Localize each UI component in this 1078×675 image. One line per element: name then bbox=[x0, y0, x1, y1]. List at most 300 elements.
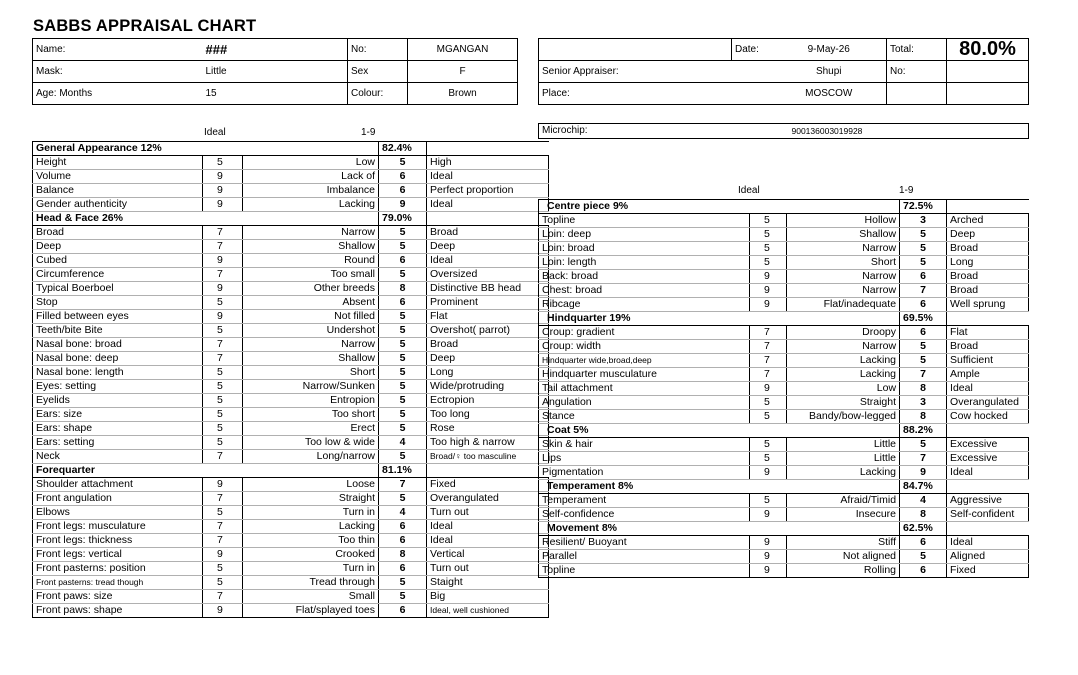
table-row bbox=[539, 410, 1029, 424]
ideal-value: 9 bbox=[203, 198, 243, 212]
score-value: 6 bbox=[900, 564, 947, 578]
low-descriptor: Imbalance bbox=[243, 184, 379, 198]
ideal-value: 9 bbox=[750, 382, 787, 396]
section-score: 79.0% bbox=[379, 212, 427, 226]
score-value: 5 bbox=[900, 242, 947, 256]
low-descriptor: Lacking bbox=[787, 354, 900, 368]
low-descriptor: Droopy bbox=[787, 326, 900, 340]
trait-label: Front paws: size bbox=[33, 590, 203, 604]
section-blank bbox=[427, 212, 549, 226]
mask-value: Little bbox=[203, 61, 348, 83]
trait-label: Chest: broad bbox=[539, 284, 750, 298]
high-descriptor: Flat bbox=[427, 310, 549, 324]
ideal-value: 9 bbox=[203, 604, 243, 618]
low-descriptor: Entropion bbox=[243, 394, 379, 408]
trait-label: Front legs: vertical bbox=[33, 548, 203, 562]
trait-label: Height bbox=[33, 156, 203, 170]
trait-label: Elbows bbox=[33, 506, 203, 520]
score-value: 3 bbox=[900, 396, 947, 410]
ideal-value: 5 bbox=[203, 394, 243, 408]
table-row bbox=[33, 352, 549, 366]
score-value: 6 bbox=[379, 184, 427, 198]
age-value: 15 bbox=[203, 83, 348, 105]
mask-label: Mask: bbox=[33, 61, 203, 83]
low-descriptor: Afraid/Timid bbox=[787, 494, 900, 508]
low-descriptor: Narrow bbox=[787, 270, 900, 284]
score-value: 4 bbox=[379, 506, 427, 520]
low-descriptor: Short bbox=[787, 256, 900, 270]
score-value: 8 bbox=[900, 410, 947, 424]
high-descriptor: Broad bbox=[427, 338, 549, 352]
high-descriptor: Broad bbox=[947, 340, 1029, 354]
high-descriptor: Broad bbox=[427, 226, 549, 240]
ideal-value: 7 bbox=[750, 368, 787, 382]
high-descriptor: Overshot( parrot) bbox=[427, 324, 549, 338]
score-value: 5 bbox=[379, 240, 427, 254]
table-row bbox=[539, 452, 1029, 466]
ideal-value: 5 bbox=[203, 422, 243, 436]
score-value: 4 bbox=[900, 494, 947, 508]
section-header-row bbox=[33, 212, 549, 226]
score-value: 5 bbox=[900, 340, 947, 354]
high-descriptor: Perfect proportion bbox=[427, 184, 549, 198]
table-row bbox=[539, 256, 1029, 270]
high-descriptor: Turn out bbox=[427, 562, 549, 576]
trait-label: Ears: setting bbox=[33, 436, 203, 450]
score-value: 5 bbox=[379, 338, 427, 352]
place-label: Place: bbox=[539, 83, 732, 105]
low-descriptor: Little bbox=[787, 438, 900, 452]
date-label: Date: bbox=[732, 39, 772, 61]
high-descriptor: Deep bbox=[947, 228, 1029, 242]
score-value: 7 bbox=[900, 284, 947, 298]
no-label: No: bbox=[348, 39, 408, 61]
sex-label: Sex bbox=[348, 61, 408, 83]
low-descriptor: Straight bbox=[787, 396, 900, 410]
high-descriptor: Ample bbox=[947, 368, 1029, 382]
ideal-value: 7 bbox=[203, 450, 243, 464]
ideal-value: 9 bbox=[203, 478, 243, 492]
high-descriptor: Ideal bbox=[947, 382, 1029, 396]
score-value: 6 bbox=[379, 254, 427, 268]
section-title: Head & Face 26% bbox=[33, 212, 379, 226]
ideal-value: 7 bbox=[750, 354, 787, 368]
low-descriptor: Crooked bbox=[243, 548, 379, 562]
appraisal-info-table bbox=[538, 38, 1029, 105]
table-row bbox=[539, 270, 1029, 284]
score-value: 5 bbox=[379, 590, 427, 604]
score-value: 6 bbox=[379, 296, 427, 310]
score-value: 5 bbox=[379, 226, 427, 240]
high-descriptor: Excessive bbox=[947, 438, 1029, 452]
microchip-label: Microchip: bbox=[539, 124, 732, 139]
ideal-value: 5 bbox=[750, 396, 787, 410]
high-descriptor: High bbox=[427, 156, 549, 170]
section-blank bbox=[947, 312, 1029, 326]
high-descriptor: Cow hocked bbox=[947, 410, 1029, 424]
ideal-value: 7 bbox=[750, 326, 787, 340]
ideal-value: 7 bbox=[750, 340, 787, 354]
high-descriptor: Turn out bbox=[427, 506, 549, 520]
low-descriptor: Small bbox=[243, 590, 379, 604]
section-header-row bbox=[539, 200, 1029, 214]
ideal-value: 7 bbox=[203, 534, 243, 548]
table-row bbox=[539, 228, 1029, 242]
left-score-table bbox=[32, 141, 549, 618]
table-row bbox=[539, 564, 1029, 578]
ideal-value: 5 bbox=[203, 156, 243, 170]
low-descriptor: Narrow bbox=[787, 284, 900, 298]
trait-label: Broad bbox=[33, 226, 203, 240]
ideal-value: 9 bbox=[203, 310, 243, 324]
table-row bbox=[33, 590, 549, 604]
score-value: 7 bbox=[900, 368, 947, 382]
ideal-value: 9 bbox=[750, 508, 787, 522]
score-value: 9 bbox=[379, 198, 427, 212]
trait-label: Croup: gradient bbox=[539, 326, 750, 340]
trait-label: Stop bbox=[33, 296, 203, 310]
section-blank bbox=[427, 142, 549, 156]
trait-label: Eyelids bbox=[33, 394, 203, 408]
section-title: Hindquarter 19% bbox=[539, 312, 900, 326]
appraisal-no-label: No: bbox=[887, 61, 947, 83]
ideal-value: 5 bbox=[750, 256, 787, 270]
low-descriptor: Not aligned bbox=[787, 550, 900, 564]
trait-label: Teeth/bite Bite bbox=[33, 324, 203, 338]
trait-label: Loin: deep bbox=[539, 228, 750, 242]
ideal-value: 5 bbox=[203, 408, 243, 422]
ideal-value: 9 bbox=[750, 466, 787, 480]
table-row bbox=[539, 438, 1029, 452]
trait-label: Circumference bbox=[33, 268, 203, 282]
low-descriptor: Flat/inadequate bbox=[787, 298, 900, 312]
microchip-table bbox=[538, 123, 1029, 139]
ideal-value: 9 bbox=[750, 270, 787, 284]
low-descriptor: Narrow bbox=[243, 338, 379, 352]
high-descriptor: Ideal, well cushioned bbox=[427, 604, 549, 618]
section-score: 88.2% bbox=[900, 424, 947, 438]
trait-label: Topline bbox=[539, 214, 750, 228]
table-row bbox=[33, 562, 549, 576]
ideal-value: 5 bbox=[203, 576, 243, 590]
trait-label: Resilient/ Buoyant bbox=[539, 536, 750, 550]
microchip-value: 900136003019928 bbox=[732, 124, 1029, 139]
section-blank bbox=[947, 424, 1029, 438]
table-row bbox=[539, 536, 1029, 550]
table-row bbox=[539, 284, 1029, 298]
ideal-value: 7 bbox=[203, 520, 243, 534]
low-descriptor: Lacking bbox=[243, 520, 379, 534]
high-descriptor: Ideal bbox=[427, 198, 549, 212]
score-value: 5 bbox=[900, 438, 947, 452]
high-descriptor: Aggressive bbox=[947, 494, 1029, 508]
ideal-value: 9 bbox=[203, 170, 243, 184]
table-row bbox=[33, 492, 549, 506]
trait-label: Eyes: setting bbox=[33, 380, 203, 394]
trait-label: Angulation bbox=[539, 396, 750, 410]
high-descriptor: Overangulated bbox=[947, 396, 1029, 410]
low-descriptor: Shallow bbox=[243, 240, 379, 254]
score-value: 7 bbox=[900, 452, 947, 466]
section-score: 84.7% bbox=[900, 480, 947, 494]
low-descriptor: Lacking bbox=[787, 368, 900, 382]
trait-label: Shoulder attachment bbox=[33, 478, 203, 492]
ideal-value: 5 bbox=[750, 410, 787, 424]
high-descriptor: Broad bbox=[947, 284, 1029, 298]
score-value: 6 bbox=[379, 520, 427, 534]
trait-label: Loin: length bbox=[539, 256, 750, 270]
high-descriptor: Self-confident bbox=[947, 508, 1029, 522]
score-value: 6 bbox=[379, 170, 427, 184]
table-row bbox=[33, 296, 549, 310]
high-descriptor: Too high & narrow bbox=[427, 436, 549, 450]
high-descriptor: Wide/protruding bbox=[427, 380, 549, 394]
table-row bbox=[33, 240, 549, 254]
score-value: 6 bbox=[900, 536, 947, 550]
table-row bbox=[539, 214, 1029, 228]
trait-label: Nasal bone: length bbox=[33, 366, 203, 380]
score-value: 9 bbox=[900, 466, 947, 480]
trait-label: Front angulation bbox=[33, 492, 203, 506]
senior-appraiser-value: Shupi bbox=[772, 61, 887, 83]
low-descriptor: Too thin bbox=[243, 534, 379, 548]
table-row bbox=[539, 354, 1029, 368]
right-ideal-header: Ideal bbox=[738, 185, 760, 196]
table-row bbox=[539, 494, 1029, 508]
ideal-value: 9 bbox=[203, 282, 243, 296]
ideal-value: 7 bbox=[203, 352, 243, 366]
low-descriptor: Lacking bbox=[243, 198, 379, 212]
ideal-value: 5 bbox=[750, 438, 787, 452]
trait-label: Loin: broad bbox=[539, 242, 750, 256]
low-descriptor: Undershot bbox=[243, 324, 379, 338]
ideal-value: 9 bbox=[750, 536, 787, 550]
table-row bbox=[33, 338, 549, 352]
name-label: Name: bbox=[33, 39, 203, 61]
score-value: 5 bbox=[900, 256, 947, 270]
section-header-row bbox=[33, 142, 549, 156]
high-descriptor: Excessive bbox=[947, 452, 1029, 466]
high-descriptor: Long bbox=[427, 366, 549, 380]
low-descriptor: Tread through bbox=[243, 576, 379, 590]
score-value: 6 bbox=[379, 562, 427, 576]
low-descriptor: Flat/splayed toes bbox=[243, 604, 379, 618]
trait-label: Neck bbox=[33, 450, 203, 464]
high-descriptor: Broad bbox=[947, 270, 1029, 284]
ideal-value: 5 bbox=[750, 214, 787, 228]
ideal-value: 9 bbox=[750, 298, 787, 312]
section-score: 81.1% bbox=[379, 464, 427, 478]
low-descriptor: Long/narrow bbox=[243, 450, 379, 464]
trait-label: Nasal bone: deep bbox=[33, 352, 203, 366]
section-score: 62.5% bbox=[900, 522, 947, 536]
high-descriptor: Ideal bbox=[427, 534, 549, 548]
score-value: 5 bbox=[379, 310, 427, 324]
table-row bbox=[33, 436, 549, 450]
section-blank bbox=[947, 480, 1029, 494]
left-ideal-header: Ideal bbox=[204, 127, 226, 138]
section-header-row bbox=[539, 312, 1029, 326]
low-descriptor: Round bbox=[243, 254, 379, 268]
trait-label: Ribcage bbox=[539, 298, 750, 312]
trait-label: Balance bbox=[33, 184, 203, 198]
table-row bbox=[33, 450, 549, 464]
ideal-value: 5 bbox=[203, 436, 243, 450]
ideal-value: 5 bbox=[203, 296, 243, 310]
score-value: 3 bbox=[900, 214, 947, 228]
section-score: 69.5% bbox=[900, 312, 947, 326]
no-value: MGANGAN bbox=[408, 39, 518, 61]
right-score-table bbox=[538, 199, 1029, 578]
trait-label: Ears: shape bbox=[33, 422, 203, 436]
high-descriptor: Vertical bbox=[427, 548, 549, 562]
trait-label: Front legs: musculature bbox=[33, 520, 203, 534]
high-descriptor: Broad bbox=[947, 242, 1029, 256]
table-row bbox=[33, 156, 549, 170]
low-descriptor: Turn in bbox=[243, 506, 379, 520]
ideal-value: 5 bbox=[750, 242, 787, 256]
high-descriptor: Ideal bbox=[947, 466, 1029, 480]
low-descriptor: Little bbox=[787, 452, 900, 466]
trait-label: Front pasterns: tread though bbox=[33, 576, 203, 590]
low-descriptor: Insecure bbox=[787, 508, 900, 522]
trait-label: Self-confidence bbox=[539, 508, 750, 522]
low-descriptor: Other breeds bbox=[243, 282, 379, 296]
section-header-row bbox=[539, 522, 1029, 536]
table-row bbox=[33, 422, 549, 436]
section-title: Temperament 8% bbox=[539, 480, 900, 494]
table-row bbox=[539, 298, 1029, 312]
trait-label: Temperament bbox=[539, 494, 750, 508]
high-descriptor: Ideal bbox=[427, 170, 549, 184]
score-value: 5 bbox=[379, 324, 427, 338]
colour-value: Brown bbox=[408, 83, 518, 105]
name-value: ### bbox=[203, 39, 348, 61]
high-descriptor: Sufficient bbox=[947, 354, 1029, 368]
table-row bbox=[33, 380, 549, 394]
ideal-value: 9 bbox=[750, 284, 787, 298]
age-label: Age: Months bbox=[33, 83, 203, 105]
dog-info-table bbox=[32, 38, 518, 105]
score-value: 8 bbox=[900, 382, 947, 396]
table-row bbox=[539, 382, 1029, 396]
trait-label: Gender authenticity bbox=[33, 198, 203, 212]
trait-label: Hindquarter musculature bbox=[539, 368, 750, 382]
score-value: 5 bbox=[379, 268, 427, 282]
high-descriptor: Arched bbox=[947, 214, 1029, 228]
score-value: 8 bbox=[379, 282, 427, 296]
score-value: 6 bbox=[900, 298, 947, 312]
low-descriptor: Narrow bbox=[787, 242, 900, 256]
table-row bbox=[539, 550, 1029, 564]
senior-appraiser-label: Senior Appraiser: bbox=[539, 61, 732, 83]
low-descriptor: Not filled bbox=[243, 310, 379, 324]
table-row bbox=[33, 254, 549, 268]
high-descriptor: Distinctive BB head bbox=[427, 282, 549, 296]
score-value: 5 bbox=[379, 156, 427, 170]
date-value: 9-May-26 bbox=[772, 39, 887, 61]
page-title: SABBS APPRAISAL CHART bbox=[33, 17, 257, 35]
table-row bbox=[33, 198, 549, 212]
high-descriptor: Big bbox=[427, 590, 549, 604]
trait-label: Croup: width bbox=[539, 340, 750, 354]
right-scale-header: 1-9 bbox=[899, 185, 914, 196]
table-row bbox=[33, 534, 549, 548]
table-row bbox=[33, 520, 549, 534]
score-value: 5 bbox=[379, 394, 427, 408]
score-value: 5 bbox=[900, 550, 947, 564]
low-descriptor: Bandy/bow-legged bbox=[787, 410, 900, 424]
section-blank bbox=[427, 464, 549, 478]
low-descriptor: Lack of bbox=[243, 170, 379, 184]
trait-label: Ears: size bbox=[33, 408, 203, 422]
low-descriptor: Stiff bbox=[787, 536, 900, 550]
score-value: 7 bbox=[379, 478, 427, 492]
ideal-value: 5 bbox=[750, 494, 787, 508]
trait-label: Front legs: thickness bbox=[33, 534, 203, 548]
trait-label: Hindquarter wide,broad,deep bbox=[539, 354, 750, 368]
section-blank bbox=[947, 200, 1029, 214]
ideal-value: 7 bbox=[203, 226, 243, 240]
section-header-row bbox=[539, 480, 1029, 494]
score-value: 5 bbox=[900, 228, 947, 242]
trait-label: Volume bbox=[33, 170, 203, 184]
ideal-value: 7 bbox=[203, 240, 243, 254]
trait-label: Pigmentation bbox=[539, 466, 750, 480]
trait-label: Filled between eyes bbox=[33, 310, 203, 324]
high-descriptor: Ideal bbox=[947, 536, 1029, 550]
table-row bbox=[33, 268, 549, 282]
high-descriptor: Broad/♀ too masculine bbox=[427, 450, 549, 464]
high-descriptor: Prominent bbox=[427, 296, 549, 310]
low-descriptor: Shallow bbox=[243, 352, 379, 366]
high-descriptor: Rose bbox=[427, 422, 549, 436]
table-row bbox=[539, 508, 1029, 522]
high-descriptor: Oversized bbox=[427, 268, 549, 282]
table-row bbox=[33, 548, 549, 562]
section-blank bbox=[947, 522, 1029, 536]
low-descriptor: Low bbox=[787, 382, 900, 396]
table-row bbox=[33, 310, 549, 324]
table-row bbox=[33, 394, 549, 408]
table-row bbox=[539, 340, 1029, 354]
high-descriptor: Aligned bbox=[947, 550, 1029, 564]
score-value: 5 bbox=[379, 450, 427, 464]
low-descriptor: Rolling bbox=[787, 564, 900, 578]
score-value: 5 bbox=[379, 408, 427, 422]
score-value: 6 bbox=[379, 604, 427, 618]
trait-label: Deep bbox=[33, 240, 203, 254]
score-value: 6 bbox=[900, 270, 947, 284]
table-row bbox=[539, 466, 1029, 480]
trait-label: Front pasterns: position bbox=[33, 562, 203, 576]
table-row bbox=[33, 576, 549, 590]
section-title: General Appearance 12% bbox=[33, 142, 379, 156]
low-descriptor: Shallow bbox=[787, 228, 900, 242]
high-descriptor: Overangulated bbox=[427, 492, 549, 506]
score-value: 6 bbox=[379, 534, 427, 548]
appraisal-blank-cell bbox=[539, 39, 732, 61]
ideal-value: 9 bbox=[203, 548, 243, 562]
low-descriptor: Absent bbox=[243, 296, 379, 310]
table-row bbox=[33, 478, 549, 492]
ideal-value: 7 bbox=[203, 338, 243, 352]
low-descriptor: Too short bbox=[243, 408, 379, 422]
high-descriptor: Fixed bbox=[947, 564, 1029, 578]
ideal-value: 5 bbox=[203, 562, 243, 576]
table-row bbox=[33, 226, 549, 240]
trait-label: Stance bbox=[539, 410, 750, 424]
